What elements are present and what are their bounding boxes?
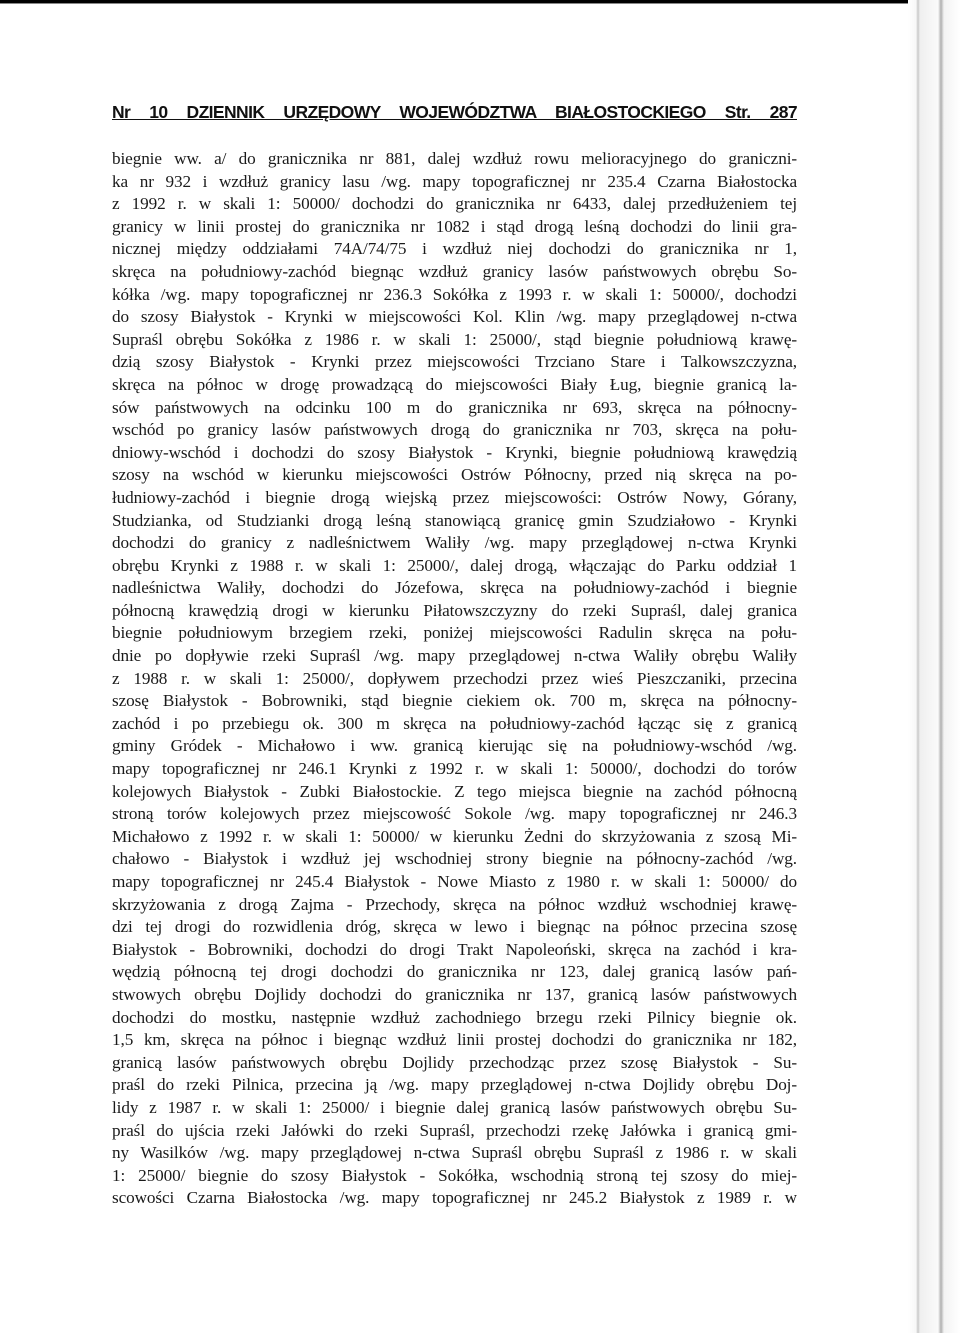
body-text xyxy=(112,148,797,1210)
text-line: stwowych obrębu Dojlidy dochodzi do granicznika nr 137, granicą lasów państwowych xyxy=(112,984,797,1004)
text-line: praśl do rzeki Pilnica, przecina ją /wg. mapy przeglądowej n-ctwa Dojlidy obrębu Doj- xyxy=(112,1075,797,1095)
text-line: ka nr 932 i wzdłuż granicy lasu /wg. mapy topograficznej nr 235.4 Czarna Białostocka xyxy=(112,171,797,191)
text-line: praśl do ujścia rzeki Jałówki do rzeki Supraśl, przechodzi rzekę Jałówka i granicą gmi- xyxy=(112,1120,797,1140)
text-line: z 1992 r. w skali 1: 50000/ dochodzi do granicznika nr 6433, dalej przedłużeniem tej xyxy=(112,194,797,214)
text-line: lidy z 1987 r. w skali 1: 25000/ i biegnie dalej granicą lasów państwowych obrębu Su- xyxy=(112,1097,797,1117)
text-line: ny Wasilków /wg. mapy przeglądowej n-ctwa Supraśl obrębu Supraśl z 1986 r. w skali xyxy=(112,1143,797,1163)
text-line: sów państwowych na odcinku 100 m do granicznika nr 693, skręca na północny- xyxy=(112,397,797,417)
text-line: kolejowych Białystok - Zubki Białostockie. Z tego miejsca biegnie na zachód północną xyxy=(112,781,797,801)
text-line: szosę Białystok - Bobrowniki, stąd biegnie ciekiem ok. 700 m, skręca na północny- xyxy=(112,691,797,711)
text-line: nadleśnictwa Waliły, dochodzi do Józefowa, skręca na południowy-zachód i biegnie xyxy=(112,578,797,598)
text-line: skręca na północ w drogę prowadzącą do miejscowości Biały Ług, biegnie granicą la- xyxy=(112,374,797,394)
text-line: północną krawędzią drogi w kierunku Piłatowszczyzny do rzeki Supraśl, dalej granica xyxy=(112,600,797,620)
text-line: nicznej między oddziałami 74A/74/75 i wzdłuż niej dochodzi do granicznika nr 1, xyxy=(112,239,797,259)
text-line: skręca na południowy-zachód biegnąc wzdłuż granicy lasów państwowych obrębu So- xyxy=(112,261,797,281)
text-line: obrębu Krynki z 1988 r. w skali 1: 25000/, dalej drogą, włączając do Parku oddział 1 xyxy=(112,555,797,575)
text-line: scowości Czarna Białostocka /wg. mapy topograficznej nr 245.2 Białystok z 1989 r. w xyxy=(112,1188,797,1208)
text-line: dochodzi do granicy z nadleśnictwem Waliły /wg. mapy przeglądowej n-ctwa Krynki xyxy=(112,533,797,553)
text-line: chałowo - Białystok i wzdłuż jej wschodniej strony biegnie na północny-zachód /wg. xyxy=(112,849,797,869)
text-line: Supraśl obrębu Sokółka z 1986 r. w skali 1: 25000/, stąd biegnie południową krawę- xyxy=(112,329,797,349)
text-line: wschód po granicy lasów państwowych drogą do granicznika nr 703, skręca na połu- xyxy=(112,420,797,440)
text-line: granicy w linii prostej do granicznika nr 1082 i stąd drogą leśną dochodzi do linii gra- xyxy=(112,216,797,236)
text-line: dnie po dopływie rzeki Supraśl /wg. mapy przeglądowej n-ctwa Waliły obrębu Waliły xyxy=(112,646,797,666)
text-line: stroną torów kolejowych przez miejscowość Sokole /wg. mapy topograficznej nr 246.3 xyxy=(112,804,797,824)
scan-top-border xyxy=(0,0,960,6)
text-line: Michałowo z 1992 r. w skali 1: 50000/ w kierunku Żedni do skrzyżowania z szosą Mi- xyxy=(112,826,797,846)
text-line: Białystok - Bobrowniki, dochodzi do drogi Trakt Napoleoński, skręca na zachód i kra- xyxy=(112,939,797,959)
text-line: do szosy Białystok - Krynki w miejscowości Kol. Klin /wg. mapy przeglądowej n-ctwa xyxy=(112,307,797,327)
text-line: dniowy-wschód i dochodzi do szosy Białystok - Krynki, biegnie południową krawędzią xyxy=(112,442,797,462)
text-line: zachód i po przebiegu ok. 300 m skręca na południowy-zachód łącząc się z granicą xyxy=(112,713,797,733)
text-line: mapy topograficznej nr 245.4 Białystok - Nowe Miasto z 1980 r. w skali 1: 50000/ do xyxy=(112,872,797,891)
text-line: biegnie południowym brzegiem rzeki, poniżej miejscowości Radulin skręca na połu- xyxy=(112,623,797,643)
text-line: biegnie ww. a/ do granicznika nr 881, dalej wzdłuż rowu melioracyjnego do graniczni- xyxy=(112,149,797,168)
text-line: skrzyżowania z drogą Zajma - Przechody, skręca na północ wzdłuż wschodniej krawę- xyxy=(112,894,797,914)
text-line: gminy Gródek - Michałowo i ww. granicą kierując się na południowy-wschód /wg. xyxy=(112,736,797,756)
text-line: granicą lasów państwowych obrębu Dojlidy przechodząc przez szosę Białystok - Su- xyxy=(112,1052,797,1072)
text-line: łudniowy-zachód i biegnie drogą wiejską przez miejscowości: Ostrów Nowy, Górany, xyxy=(112,487,797,507)
text-line: szosy na wschód w kierunku miejscowości Ostrów Północny, przed nią skręca na po- xyxy=(112,465,797,485)
text-line: mapy topograficznej nr 246.1 Krynki z 1992 r. w skali 1: 50000/, dochodzi do torów xyxy=(112,759,797,779)
text-line: Studzianka, od Studzianki drogą leśną stanowiącą granicę gmin Szudziałowo - Krynki xyxy=(112,510,797,530)
text-line: dochodzi do mostku, następnie wzdłuż zachodniego brzegu rzeki Pilnicy biegnie ok. xyxy=(112,1007,797,1027)
page-header: Nr 10 DZIENNIK URZĘDOWY WOJEWÓDZTWA BIAŁOSTOCKIEGO Str. 287 xyxy=(112,102,797,122)
text-line: 1: 25000/ biegnie do szosy Białystok - Sokółka, wschodnią stroną tej szosy do miej- xyxy=(112,1165,797,1185)
text-line: dzią szosy Białystok - Krynki przez miejscowości Trzciano Stare i Talkowszczyzna, xyxy=(112,352,797,372)
text-line: wędzią północną tej drogi dochodzi do granicznika nr 123, dalej granicą lasów pań- xyxy=(112,962,797,982)
scan-page-edge xyxy=(908,0,960,1333)
text-line: dzi tej drogi do rozwidlenia dróg, skręca w lewo i biegnąc na północ przecina szosę xyxy=(112,917,797,937)
text-line: kółka /wg. mapy topograficznej nr 236.3 Sokółka z 1993 r. w skali 1: 50000/, dochodzi xyxy=(112,284,797,304)
text-line: 1,5 km, skręca na północ i biegnąc wzdłuż linii prostej dochodzi do granicznika nr 182, xyxy=(112,1030,797,1050)
document-page xyxy=(112,102,797,1210)
text-line: z 1988 r. w skali 1: 25000/, dopływem przechodzi przez wieś Pieszczaniki, przecina xyxy=(112,668,797,688)
